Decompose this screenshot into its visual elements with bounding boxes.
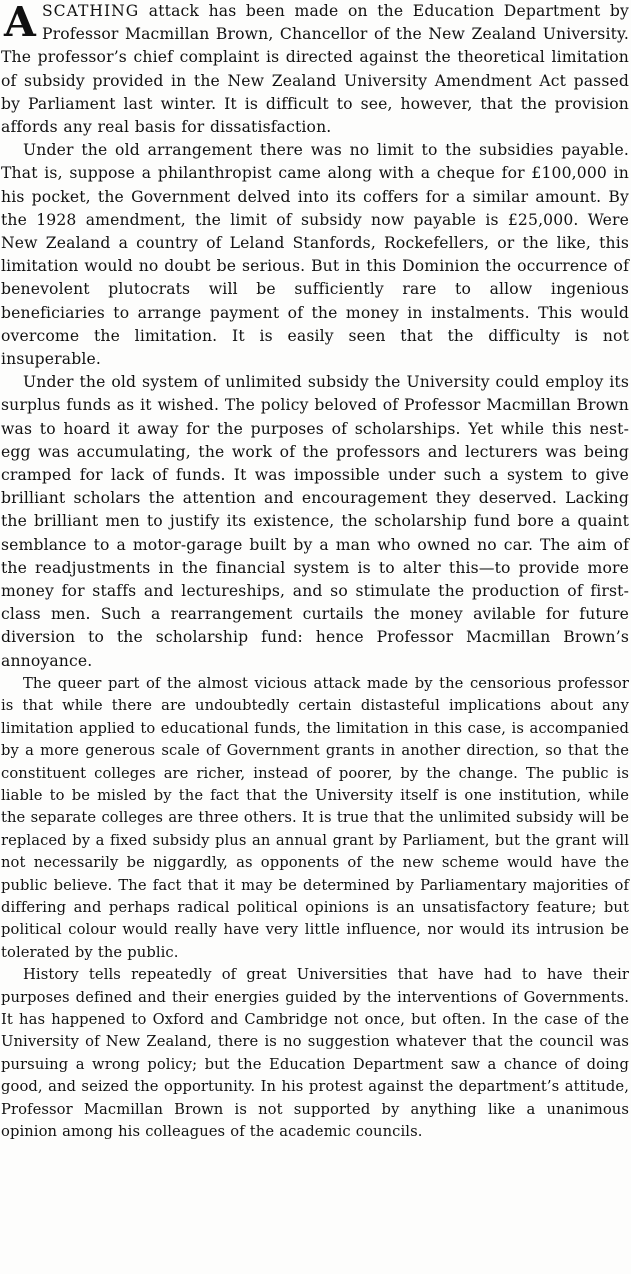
lead-word: SCATHING [41, 2, 140, 20]
paragraph-3: Under the old system of unlimited subsidy the University could employ its surplus funds as it wished. The policy beloved of Professor Macmillan Brown was to hoard it away for the purposes of scholarships. Yet while this nest-egg was accumulating, the work of the professors and lecturers was being cramped for lack of funds. It was impossible under such a system to give brilliant scholars the attention and encouragement they deserved. Lacking the brilliant men to justify its existence, the scholarship fund bore a quaint semblance to a motor-garage built by a man who owned no car. The aim of the readjustments in the financial system is to alter this—to provide more money for staffs and lectureships, and so stimulate the production of first-class men. Such a rearrangement curtails the money avilable for future diversion to the scholarship fund: hence Professor Macmillan Brown’s annoyance. [1, 373, 629, 670]
paragraph-2: Under the old arrangement there was no limit to the subsidies payable. That is, suppose a philanthropist came along with a cheque for £100,000 in his pocket, the Government delved into its coffers for a similar amount. By the 1928 amendment, the limit of subsidy now payable is £25,000. Were New Zealand a country of Leland Stanfords, Rockefellers, or the like, this limitation would no doubt be serious. But in this Dominion the occurrence of benevolent plutocrats will be sufficiently rare to allow ingenious beneficiaries to arrange payment of the money in instalments. This would overcome the limitation. It is easily seen that the difficulty is not insuperable. [1, 141, 629, 369]
paragraph-1-text: attack has been made on the Education Department by Professor Macmillan Brown, Chancellor of the New Zealand University. The professor’s chief complaint is directed against the theoretical limitation of subsidy provided in the New Zealand University Amendment Act passed by Parliament last winter. It is difficult to see, however, that the provision affords any real basis for dissatisfaction. [1, 2, 629, 137]
paragraph-5: History tells repeatedly of great Universities that have had to have their purposes defined and their energies guided by the interventions of Governments. It has happened to Oxford and Cambridge not once, but often. In the case of the University of New Zealand, there is no suggestion whatever that the council was pursuing a wrong policy; but the Education Department saw a chance of doing good, and seized the opportunity. In his protest against the department’s attitude, Professor Macmillan Brown is not supported by anything like a unanimous opinion among his colleagues of the academic councils. [1, 966, 629, 1141]
drop-cap: A [4, 0, 36, 46]
paragraph-4: The queer part of the almost vicious attack made by the censorious professor is that while there are undoubtedly certain distasteful implications about any limitation applied to educational funds, the limitation in this case, is accompanied by a more generous scale of Government grants in another direction, so that the constituent colleges are richer, instead of poorer, by the change. The public is liable to be misled by the fact that the University itself is one institution, while the separate colleges are three others. It is true that the unlimited subsidy will be replaced by a fixed subsidy plus an annual grant by Parliament, but the grant will not necessarily be niggardly, as opponents of the new scheme would have the public believe. The fact that it may be determined by Parliamentary majorities of differing and perhaps radical political opinions is an unsatisfactory feature; but political colour would really have very little influence, nor would its intrusion be tolerated by the public. [1, 674, 629, 961]
paragraph-1 [1, 0, 629, 139]
